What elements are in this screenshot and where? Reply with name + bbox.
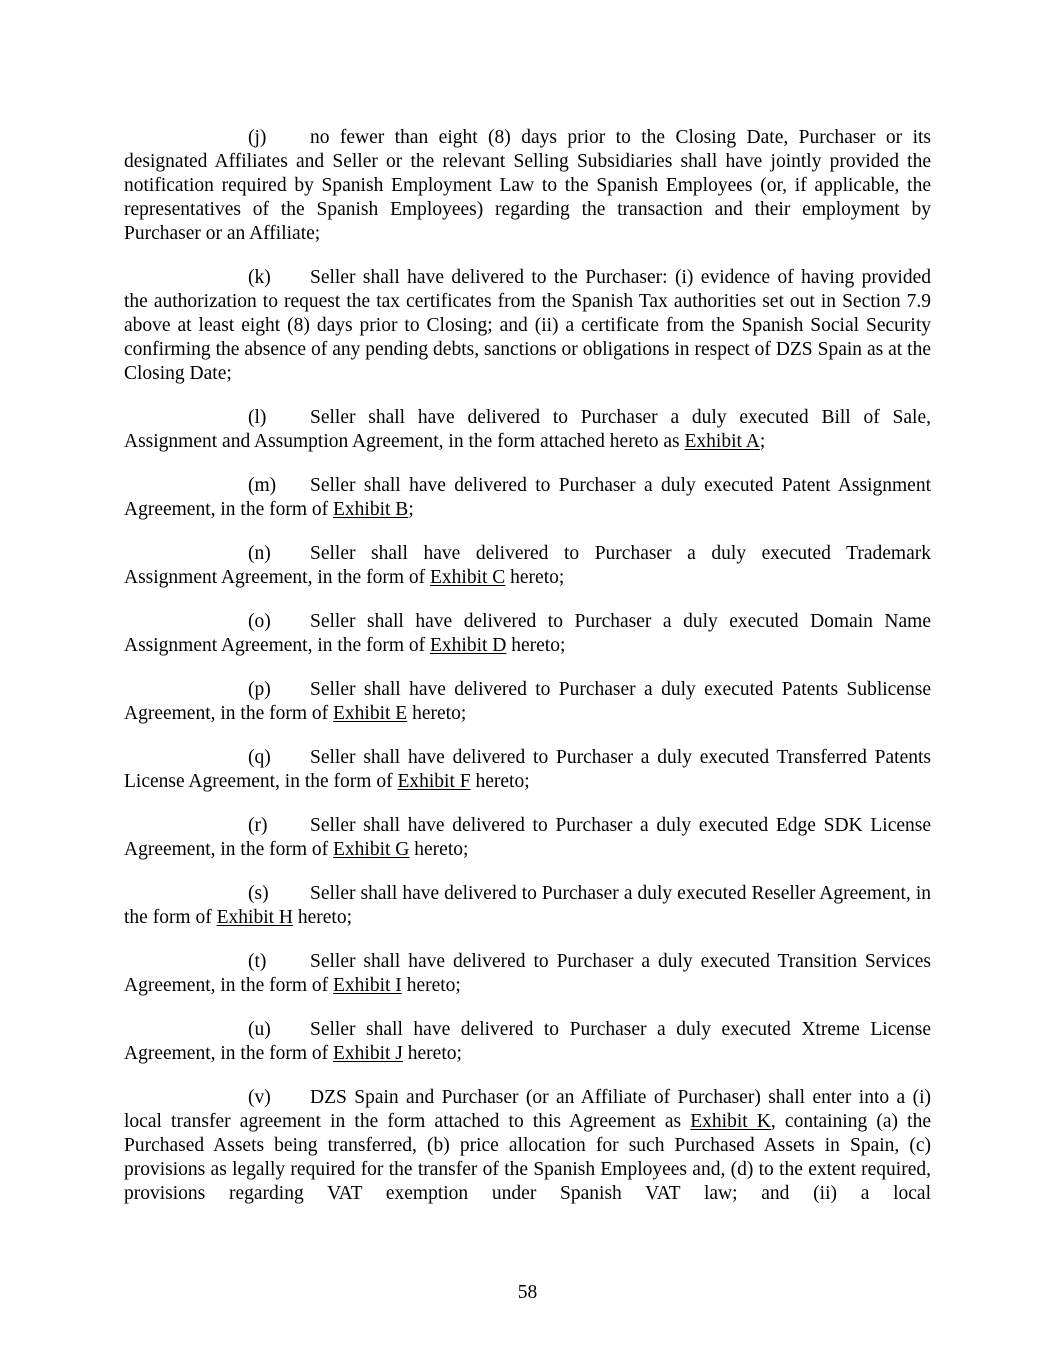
paragraph-n bbox=[124, 542, 931, 590]
paragraph-marker: (m) bbox=[248, 475, 277, 496]
paragraph-marker: (n) bbox=[248, 543, 271, 564]
paragraph-k bbox=[124, 266, 931, 386]
paragraph-marker: (l) bbox=[248, 407, 267, 428]
exhibit-reference: Exhibit A bbox=[684, 431, 760, 452]
exhibit-reference: Exhibit B bbox=[333, 499, 409, 520]
paragraph-text: Seller shall have delivered to Purchaser a duly executed Patent Assignment Agreement, in the form of bbox=[124, 475, 931, 520]
paragraph-text: DZS Spain and Purchaser (or an Affiliate of Purchaser) shall enter into a (i) local transfer agreement in the form attached to this Agreement as bbox=[124, 1087, 931, 1132]
paragraph-p bbox=[124, 678, 931, 726]
paragraph-text-end: hereto; bbox=[505, 567, 565, 588]
paragraph-text-end: ; bbox=[408, 499, 414, 520]
exhibit-reference: Exhibit C bbox=[429, 567, 506, 588]
paragraph-text-end: , containing (a) the Purchased Assets being transferred, (b) price allocation for such Purchased Assets in Spain, (c) provisions as legally required for the transfer of the Spanish Employees and, (d) to the extent required, provisions regarding VAT exemption under Spanish VAT law; and (ii) a local bbox=[124, 1111, 932, 1204]
exhibit-reference: Exhibit I bbox=[333, 975, 402, 996]
paragraph-marker: (s) bbox=[248, 883, 269, 904]
paragraph-m bbox=[124, 474, 931, 522]
exhibit-reference: Exhibit F bbox=[397, 771, 471, 792]
paragraph-text: no fewer than eight (8) days prior to the Closing Date, Purchaser or its designated Affiliates and Seller or the relevant Selling Subsidiaries shall have jointly provided the notification required by Spanish Employment Law to the Spanish Employees (or, if applicable, the representatives of the Spanish Employees) regarding the transaction and their employment by Purchaser or an Affiliate; bbox=[124, 127, 931, 244]
paragraph-l bbox=[124, 406, 931, 454]
paragraph-o bbox=[124, 610, 931, 658]
paragraph-text: Seller shall have delivered to Purchaser a duly executed Reseller Agreement, in the form of bbox=[124, 883, 931, 928]
paragraph-text: Seller shall have delivered to Purchaser a duly executed Edge SDK License Agreement, in the form of bbox=[124, 815, 931, 860]
exhibit-reference: Exhibit D bbox=[429, 635, 507, 656]
paragraph-marker: (p) bbox=[248, 679, 271, 700]
paragraph-j bbox=[124, 126, 931, 246]
paragraph-marker: (k) bbox=[248, 267, 271, 288]
page-number: 58 bbox=[517, 1282, 538, 1303]
paragraph-marker: (r) bbox=[248, 815, 268, 836]
paragraph-text-end: hereto; bbox=[409, 839, 469, 860]
paragraph-t bbox=[124, 950, 931, 998]
paragraph-text: Seller shall have delivered to Purchaser a duly executed Transition Services Agreement, in the form of bbox=[124, 951, 931, 996]
paragraph-text: Seller shall have delivered to Purchaser a duly executed Trademark Assignment Agreement, in the form of bbox=[124, 543, 931, 588]
paragraph-q bbox=[124, 746, 931, 794]
exhibit-reference: Exhibit G bbox=[333, 839, 410, 860]
paragraph-text-end: hereto; bbox=[402, 1043, 462, 1064]
paragraph-text-end: ; bbox=[759, 431, 766, 452]
exhibit-reference: Exhibit K bbox=[690, 1111, 771, 1132]
exhibit-reference: Exhibit E bbox=[333, 703, 408, 724]
paragraph-text: Seller shall have delivered to Purchaser a duly executed Transferred Patents License Agreement, in the form of bbox=[124, 747, 931, 792]
paragraph-text-end: hereto; bbox=[506, 635, 566, 656]
paragraph-u bbox=[124, 1018, 931, 1066]
paragraph-text-end: hereto; bbox=[470, 771, 530, 792]
paragraph-marker: (t) bbox=[248, 951, 267, 972]
paragraph-text-end: hereto; bbox=[292, 907, 352, 928]
paragraph-text: Seller shall have delivered to the Purchaser: (i) evidence of having provided the authorization to request the tax certificates from the Spanish Tax authorities set out in Section 7.9 above at least eight (8) days prior to Closing; and (ii) a certificate from the Spanish Social Security confirming the absence of any pending debts, sanctions or obligations in respect of DZS Spain as at the Closing Date; bbox=[124, 267, 931, 384]
paragraph-s bbox=[124, 882, 931, 930]
document-body bbox=[124, 126, 931, 1226]
paragraph-r bbox=[124, 814, 931, 862]
paragraph-v bbox=[124, 1086, 931, 1206]
paragraph-marker: (u) bbox=[248, 1019, 271, 1040]
paragraph-text: Seller shall have delivered to Purchaser a duly executed Xtreme License Agreement, in the form of bbox=[124, 1019, 931, 1064]
exhibit-reference: Exhibit H bbox=[216, 907, 293, 928]
paragraph-text-end: hereto; bbox=[401, 975, 461, 996]
paragraph-marker: (q) bbox=[248, 747, 271, 768]
paragraph-text-end: hereto; bbox=[407, 703, 467, 724]
paragraph-marker: (o) bbox=[248, 611, 271, 632]
paragraph-text: Seller shall have delivered to Purchaser a duly executed Domain Name Assignment Agreement, in the form of bbox=[124, 611, 931, 656]
paragraph-marker: (v) bbox=[248, 1087, 271, 1108]
paragraph-text: Seller shall have delivered to Purchaser a duly executed Patents Sublicense Agreement, in the form of bbox=[124, 679, 931, 724]
paragraph-marker: (j) bbox=[248, 127, 267, 148]
exhibit-reference: Exhibit J bbox=[333, 1043, 403, 1064]
paragraph-text: Seller shall have delivered to Purchaser a duly executed Bill of Sale, Assignment and Assumption Agreement, in the form attached hereto as bbox=[124, 407, 931, 452]
